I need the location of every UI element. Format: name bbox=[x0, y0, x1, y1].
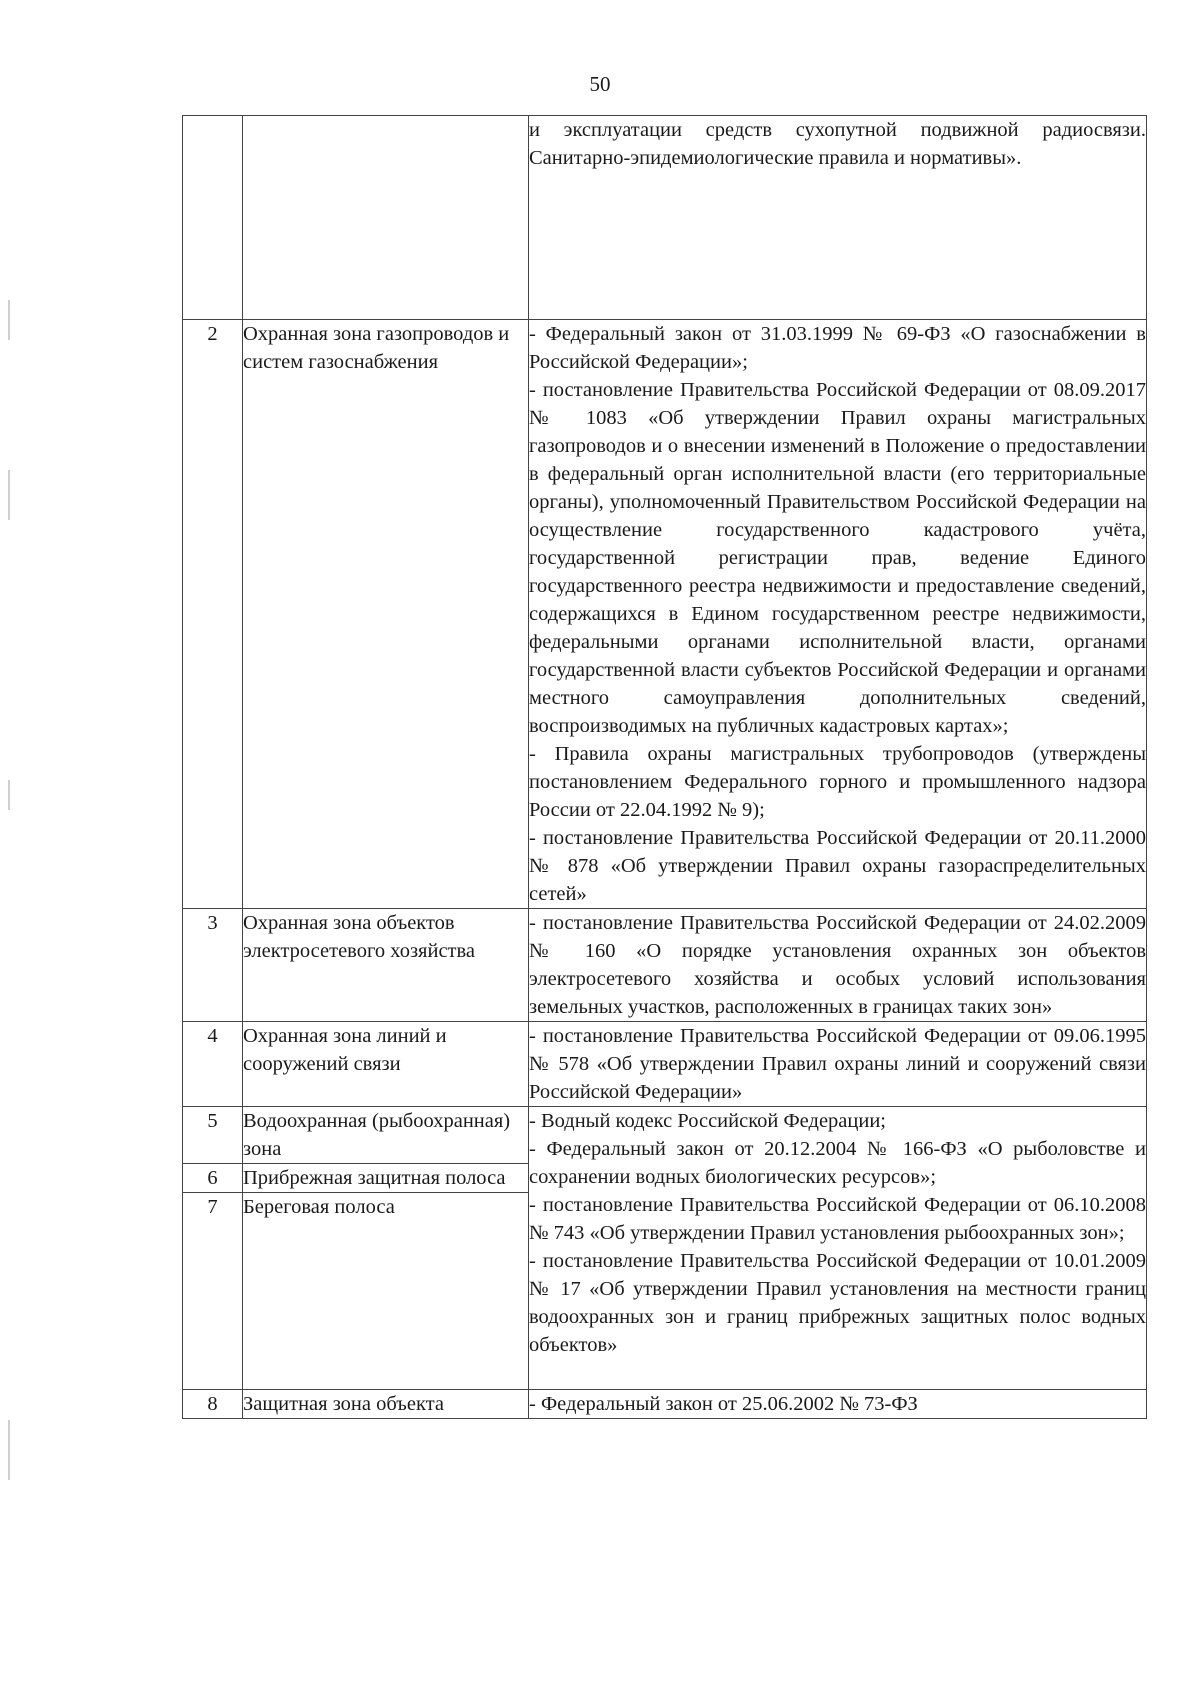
zone-name: Охранная зона объектов электросетевого хозяйства bbox=[243, 909, 529, 1022]
law-item: - Федеральный закон от 20.12.2004 № 166-ФЗ «О рыболовстве и сохранении водных биологических ресурсов»; bbox=[529, 1138, 1146, 1188]
zones-table bbox=[182, 115, 1147, 1419]
table-row bbox=[183, 320, 1147, 909]
law-item: - постановление Правительства Российской Федерации от 09.06.1995 № 578 «Об утверждении Правил охраны линий и сооружений связи Российской Федерации» bbox=[529, 1025, 1146, 1103]
row-number: 7 bbox=[183, 1193, 243, 1390]
law-item: - Правила охраны магистральных трубопроводов (утверждены постановлением Федерального горного и промышленного надзора России от 22.04.1992 № 9); bbox=[529, 743, 1146, 821]
legal-basis bbox=[529, 1022, 1147, 1107]
table-row bbox=[183, 1107, 1147, 1164]
law-item: - постановление Правительства Российской Федерации от 06.10.2008 № 743 «Об утверждении Правил установления рыбоохранных зон»; bbox=[529, 1194, 1146, 1244]
row-number: 2 bbox=[183, 320, 243, 909]
zone-name bbox=[243, 116, 529, 320]
law-item: - постановление Правительства Российской Федерации от 08.09.2017 № 1083 «Об утверждении Правил охраны магистральных газопроводов и о внесении изменений в Положение о предоставлении в федеральный орган исполнительной власти (его территориальные органы), уполномоченный Правительством Российской Федерации на осуществление государственного кадастрового учёта, государственной регистрации прав, ведение Единого государственного реестра недвижимости и предоставление сведений, содержащихся в Едином государственном реестре недвижимости, федеральными органами исполнительной власти, органами государственной власти субъектов Российской Федерации и органами местного самоуправления дополнительных сведений, воспроизводимых на публичных кадастровых картах»; bbox=[529, 379, 1146, 737]
law-item: и эксплуатации средств сухопутной подвижной радиосвязи. Санитарно-эпидемиологические правила и нормативы». bbox=[529, 119, 1146, 169]
table-row bbox=[183, 116, 1147, 320]
scan-edge-mark bbox=[8, 470, 10, 520]
zone-name: Охранная зона газопроводов и систем газоснабжения bbox=[243, 320, 529, 909]
row-number bbox=[183, 116, 243, 320]
law-item: - постановление Правительства Российской Федерации от 10.01.2009 № 17 «Об утверждении Правил установления на местности границ водоохранных зон и границ прибрежных защитных полос водных объектов» bbox=[529, 1250, 1146, 1356]
law-item: - постановление Правительства Российской Федерации от 20.11.2000 № 878 «Об утверждении Правил охраны газораспределительных сетей» bbox=[529, 827, 1146, 905]
zone-name: Защитная зона объекта bbox=[243, 1390, 529, 1419]
legal-basis bbox=[529, 320, 1147, 909]
legal-basis bbox=[529, 1390, 1147, 1419]
zone-name: Прибрежная защитная полоса bbox=[243, 1164, 529, 1193]
zone-name: Водоохранная (рыбоохранная) зона bbox=[243, 1107, 529, 1164]
table-row bbox=[183, 1022, 1147, 1107]
zone-name: Береговая полоса bbox=[243, 1193, 529, 1390]
law-item: - Федеральный закон от 25.06.2002 № 73-ФЗ bbox=[529, 1393, 918, 1415]
page-number: 50 bbox=[589, 72, 611, 96]
scan-edge-mark bbox=[8, 780, 10, 810]
row-number: 4 bbox=[183, 1022, 243, 1107]
legal-basis bbox=[529, 116, 1147, 320]
scan-edge-mark bbox=[8, 1420, 10, 1480]
zone-name: Охранная зона линий и сооружений связи bbox=[243, 1022, 529, 1107]
law-item: - Водный кодекс Российской Федерации; bbox=[529, 1110, 886, 1132]
law-item: - Федеральный закон от 31.03.1999 № 69-ФЗ «О газоснабжении в Российской Федерации»; bbox=[529, 323, 1146, 373]
legal-basis bbox=[529, 1107, 1147, 1390]
table-row bbox=[183, 1390, 1147, 1419]
row-number: 3 bbox=[183, 909, 243, 1022]
scan-edge-mark bbox=[8, 300, 10, 340]
row-number: 8 bbox=[183, 1390, 243, 1419]
law-item: - постановление Правительства Российской Федерации от 24.02.2009 № 160 «О порядке установления охранных зон объектов электросетевого хозяйства и особых условий использования земельных участков, расположенных в границах таких зон» bbox=[529, 912, 1146, 1018]
row-number: 6 bbox=[183, 1164, 243, 1193]
table-row bbox=[183, 909, 1147, 1022]
row-number: 5 bbox=[183, 1107, 243, 1164]
legal-basis bbox=[529, 909, 1147, 1022]
